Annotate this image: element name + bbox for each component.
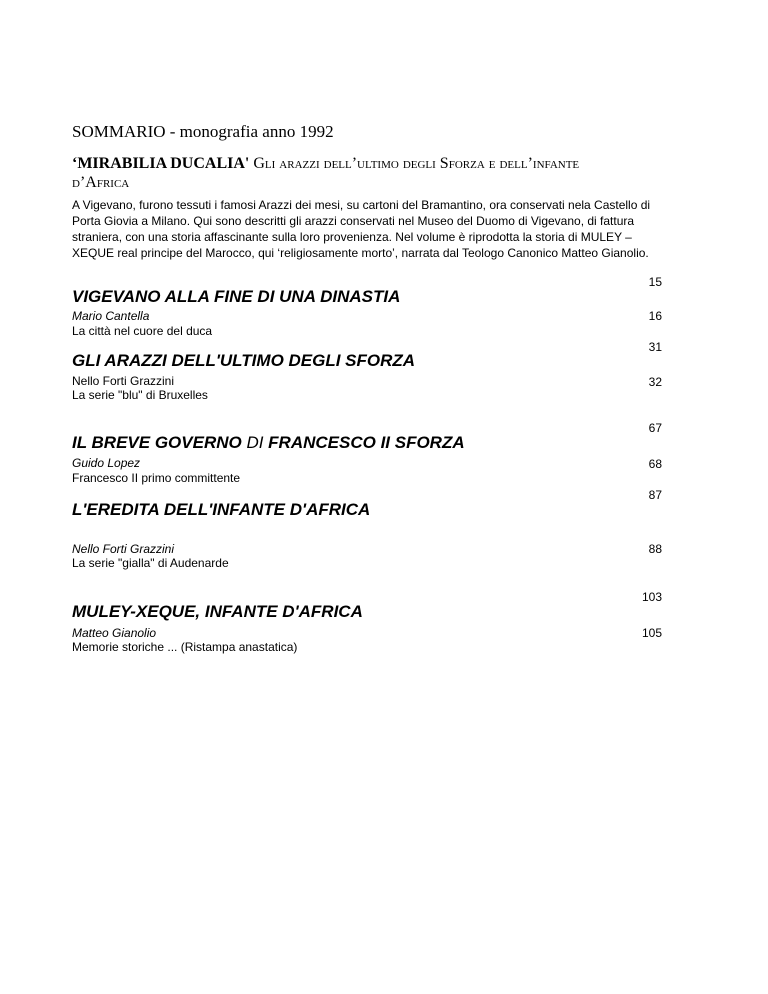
section-subtitle: La serie "gialla" di Audenarde: [72, 556, 229, 570]
page-number: 68: [648, 457, 662, 471]
page-number: 88: [648, 542, 662, 556]
section-author: Nello Forti Grazzini: [72, 542, 175, 556]
page-number: 67: [648, 421, 662, 435]
section-author: Guido Lopez: [72, 456, 141, 470]
section-title: VIGEVANO ALLA FINE DI UNA DINASTIA: [72, 287, 401, 306]
section-author: Nello Forti Grazzini: [72, 374, 175, 388]
section-subtitle: La città nel cuore del duca: [72, 324, 213, 338]
intro-title: [72, 154, 632, 192]
intro-description: A Vigevano, furono tessuti i famosi Arazzi dei mesi, su cartoni del Bramantino, ora conservati nela Castello di Porta Giovia a Milano. Qui sono descritti gli arazzi conservati nel Museo del Duomo di Vigevano, di fattura straniera, con una storia affascinante sulla loro provenienza. Nel volume è riprodotta la storia di MULEY – XEQUE real principe del Marocco, qui ‘religiosamente morto’, narrata dal Teologo Canonico Matteo Gianolio.: [72, 198, 651, 260]
section-subtitle: Memorie storiche ... (Ristampa anastatica): [72, 640, 298, 654]
section-author: Matteo Gianolio: [72, 626, 157, 640]
section-author: Mario Cantella: [72, 309, 150, 323]
section-title: MULEY-XEQUE, INFANTE D'AFRICA: [72, 602, 363, 621]
section-title: GLI ARAZZI DELL'ULTIMO DEGLI SFORZA: [72, 351, 416, 370]
section-title: [72, 433, 465, 453]
page-number: 105: [641, 626, 662, 640]
section-title-part: DI: [241, 433, 269, 452]
page-number: 16: [648, 309, 662, 323]
intro-title-rest: Gli arazzi dell’ultimo degli Sforza e dell’infante d’Africa: [72, 155, 580, 191]
page-number: 15: [648, 275, 662, 289]
page-number: 32: [648, 375, 662, 389]
page-title: SOMMARIO - monografia anno 1992: [72, 122, 334, 141]
section-subtitle: Francesco II primo committente: [72, 471, 241, 485]
page-number: 103: [641, 590, 662, 604]
intro-title-lead: ‘MIRABILIA DUCALIA': [72, 155, 250, 172]
section-title-part: FRANCESCO II SFORZA: [268, 433, 465, 452]
section-subtitle: La serie "blu" di Bruxelles: [72, 388, 208, 402]
page-number: 87: [648, 488, 662, 502]
section-title: L'EREDITA DELL'INFANTE D'AFRICA: [72, 500, 371, 519]
section-title-part: IL BREVE GOVERNO: [72, 433, 242, 452]
page-number: 31: [648, 340, 662, 354]
